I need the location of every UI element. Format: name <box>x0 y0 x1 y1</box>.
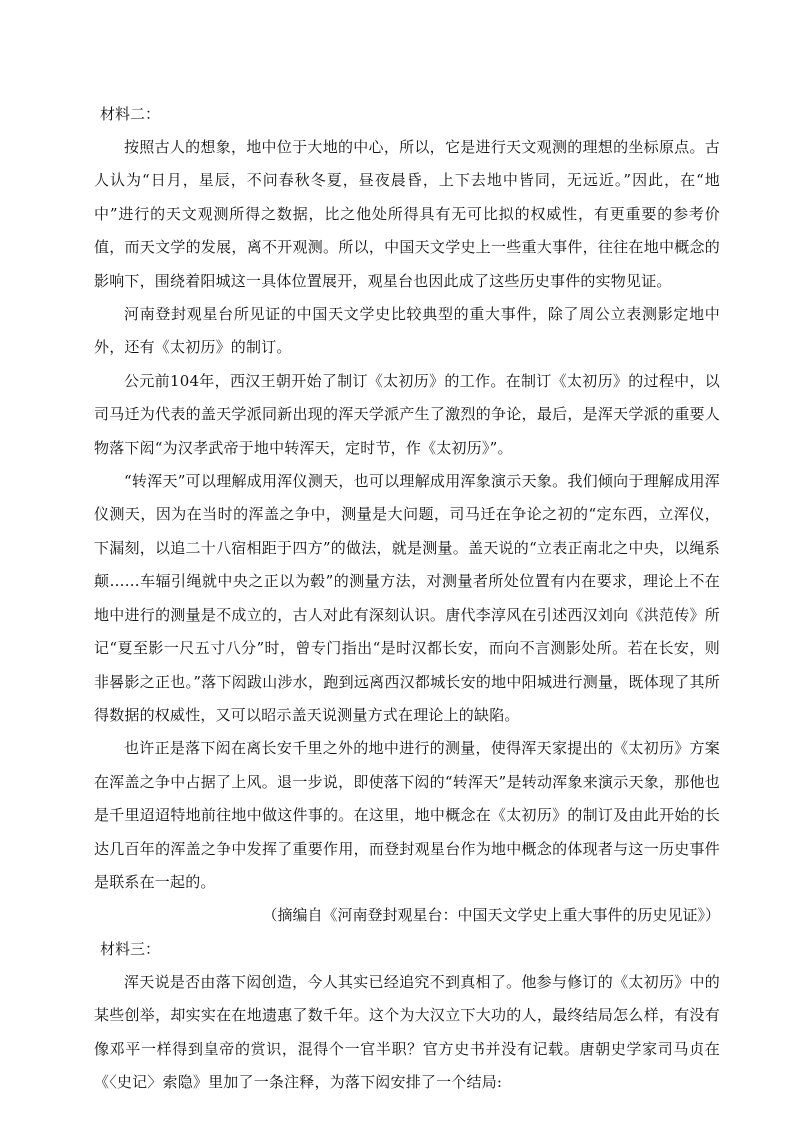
document-body <box>94 98 720 1099</box>
paragraph: 也许正是落下闳在离长安千里之外的地中进行的测量，使得浑天家提出的《太初历》方案在浑盖之争中占据了上风。退一步说，即使落下闳的“转浑天”是转动浑象来演示天象，那他也是千里迢迢特地前往地中做这件事的。在这里，地中概念在《太初历》的制订及由此开始的长达几百年的浑盖之争中发挥了重要作用，而登封观星台作为地中概念的体现者与这一历史事件是联系在一起的。 <box>94 739 720 891</box>
paragraph: “转浑天”可以理解成用浑仪测天，也可以理解成用浑象演示天象。我们倾向于理解成用浑仪测天，因为在当时的浑盖之争中，测量是大问题，司马迁在争论之初的“定东西，立浑仪，下漏刻，以追二十八宿相距于四方”的做法，就是测量。盖天说的“立表正南北之中央，以绳系颠……车辐引绳就中央之正以为毂”的测量方法，对测量者所处位置有内在要求，理论上不在地中进行的测量是不成立的，古人对此有深刻认识。唐代李淳风在引述西汉刘向《洪范传》所记“夏至影一尺五寸八分”时，曾专门指出“是时汉都长安，而向不言测影处所。若在长安，则非晷影之正也。”落下闳跋山涉水，跑到远离西汉都城长安的地中阳城进行测量，既体现了其所得数据的权威性，又可以昭示盖天说测量方式在理论上的缺陷。 <box>94 472 720 724</box>
material-two-heading: 材料二： <box>100 105 161 123</box>
paragraph: 公元前104年，西汉王朝开始了制订《太初历》的工作。在制订《太初历》的过程中，以司马迁为代表的盖天学派同新出现的浑天学派产生了激烈的争论，最后，是浑天学派的重要人物落下闳“为汉孝武帝于地中转浑天，定时节，作《太初历》”。 <box>94 371 720 457</box>
paragraph: 河南登封观星台所见证的中国天文学史比较典型的重大事件，除了周公立表测影定地中外，还有《太初历》的制订。 <box>94 305 720 357</box>
paragraph: 浑天说是否由落下闳创造，今人其实已经追究不到真相了。他参与修订的《太初历》中的某些创举，却实实在在地遗惠了数千年。这个为大汉立下大功的人，最终结局怎么样，有没有像邓平一样得到皇帝的赏识，混得个一官半职？官方史书并没有记载。唐朝史学家司马贞在《〈史记〉索隐》里加了一条注释，为落下闳安排了一个结局: <box>94 972 720 1091</box>
material-three-heading: 材料三： <box>100 939 161 958</box>
source-citation: （摘编自《河南登封观星台：中国天文学史上重大事件的历史见证》） <box>262 906 720 925</box>
paragraph: 按照古人的想象，地中位于大地的中心，所以，它是进行天文观测的理想的坐标原点。古人认为“日月，星辰，不问春秋冬夏，昼夜晨昏，上下去地中皆同，无远近。”因此，在“地中”进行的天文观测所得之数据，比之他处所得具有无可比拟的权威性，有更重要的参考价值，而天文学的发展，离不开观测。所以，中国天文学史上一些重大事件，往往在地中概念的影响下，围绕着阳城这一具体位置展开，观星台也因此成了这些历史事件的实物见证。 <box>94 138 720 290</box>
